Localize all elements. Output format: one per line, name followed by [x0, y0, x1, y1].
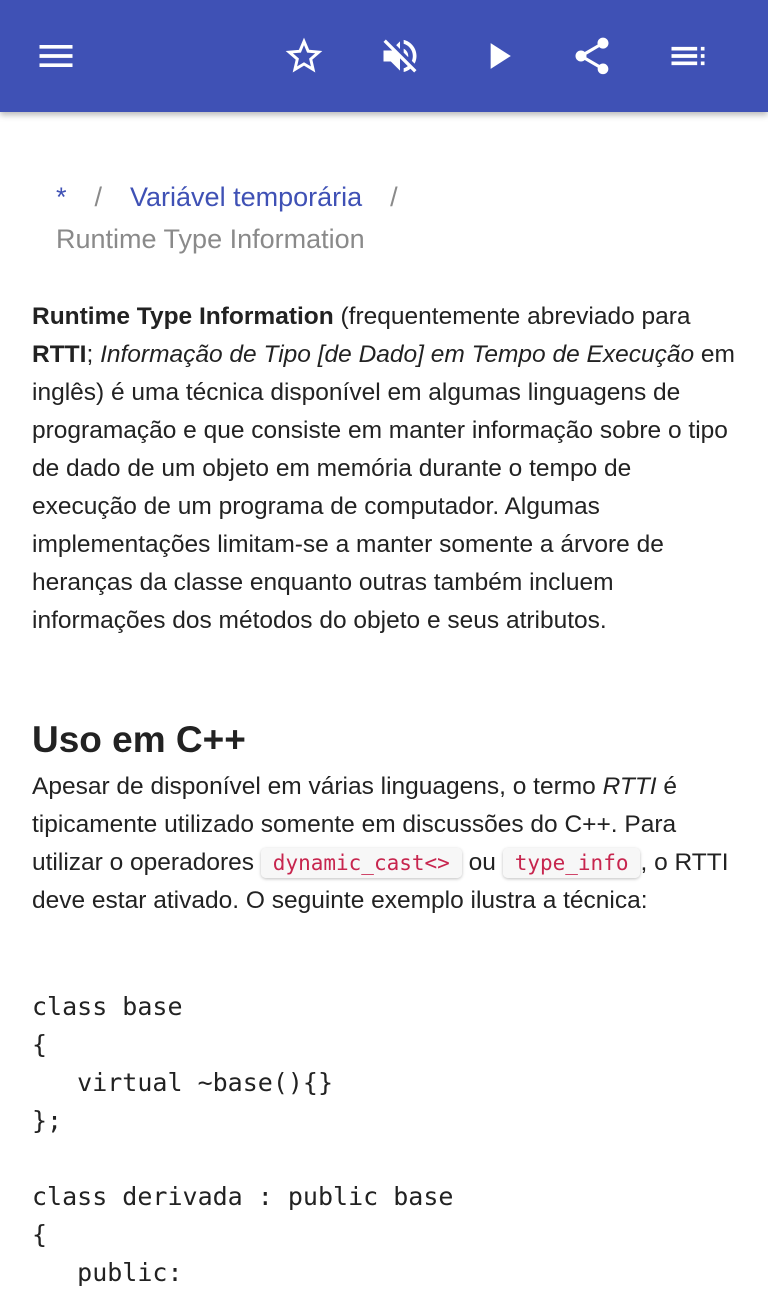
section-text: , o RTTI deve estar ativado. O seguinte exemplo ilustra a técnica: — [32, 849, 729, 914]
intro-text: (frequentemente abreviado para — [333, 303, 691, 330]
share-button[interactable] — [560, 24, 624, 88]
section-text: Apesar de disponível em várias linguagens, o termo — [32, 773, 603, 800]
volume-off-icon — [378, 34, 422, 78]
contents-button[interactable] — [656, 24, 720, 88]
intro-paragraph — [32, 298, 736, 640]
section-text: ou — [461, 849, 503, 876]
intro-term: Runtime Type Information — [32, 303, 334, 330]
inline-code-dynamic-cast: dynamic_cast<> — [261, 848, 462, 878]
section-term: RTTI — [602, 773, 657, 800]
bookmark-button[interactable] — [272, 24, 336, 88]
menu-button[interactable] — [24, 24, 88, 88]
section-heading: Uso em C++ — [32, 719, 246, 760]
star-outline-icon — [282, 34, 326, 78]
section-text: é tipicamente utilizado somente em discussões do C++. Para utilizar o operadores — [32, 773, 678, 876]
section-paragraph — [32, 768, 736, 920]
toc-list-icon — [666, 34, 710, 78]
app-bar — [0, 0, 768, 112]
breadcrumb-separator: / — [390, 182, 398, 212]
intro-abbr: RTTI — [32, 341, 87, 368]
intro-text: em inglês) é uma técnica disponível em algumas linguagens de programação e que consiste em manter informação sobre o tipo de dado de um objeto em memória durante o tempo de execução de um programa de computador. Algumas implementações limitam-se a manter somente a árvore de heranças da classe enquanto outras também incluem informações dos métodos do objeto e seus atributos. — [32, 341, 735, 634]
play-button[interactable] — [466, 24, 530, 88]
breadcrumb-separator: / — [94, 182, 103, 212]
play-icon — [476, 34, 520, 78]
menu-icon — [34, 34, 78, 78]
share-icon — [570, 34, 614, 78]
breadcrumb — [56, 176, 716, 260]
inline-code-type-info: type_info — [503, 848, 641, 878]
breadcrumb-current: Runtime Type Information — [56, 224, 365, 254]
intro-translation: Informação de Tipo [de Dado] em Tempo de Execução — [100, 341, 695, 368]
intro-text: ; — [86, 341, 101, 368]
breadcrumb-parent-link[interactable]: Variável temporária — [130, 182, 363, 212]
mute-button[interactable] — [368, 24, 432, 88]
code-block: class base { virtual ~base(){} }; class derivada : public base { public: — [32, 992, 454, 1287]
breadcrumb-home-link[interactable]: * — [56, 182, 67, 212]
